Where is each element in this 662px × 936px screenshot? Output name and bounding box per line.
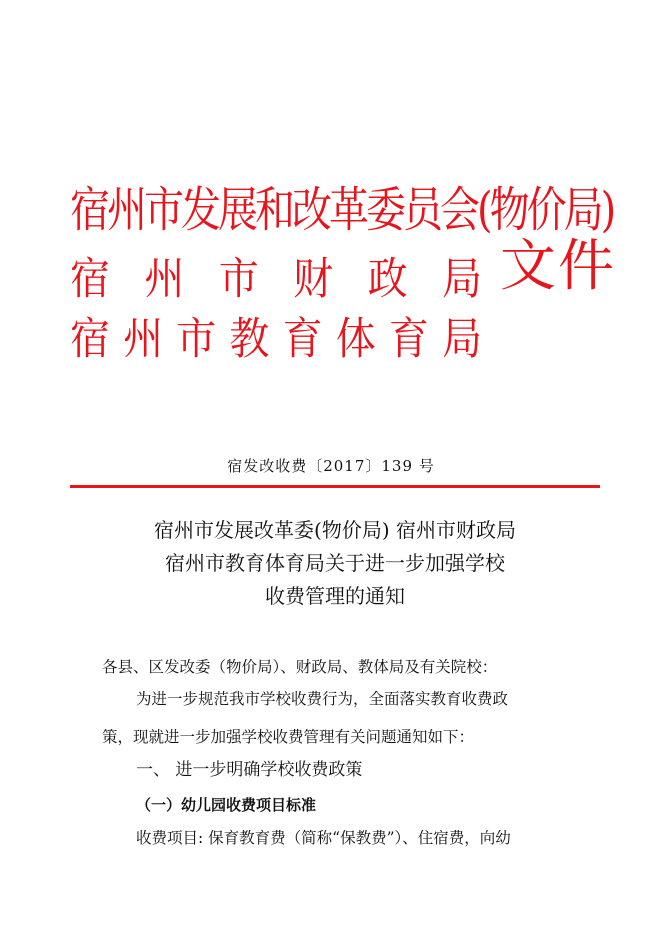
issuer-char: 宿 [70,313,110,365]
issuer-char: 市 [176,313,217,365]
title-line-2: 宿州市教育体育局关于进一步加强学校 [165,551,505,575]
issuer-char: 州 [123,313,164,365]
issuer-char: 财 [293,253,334,305]
intro-paragraph-line-1: 为进一步规范我市学校收费行为，全面落实教育收费政 [136,690,509,708]
red-divider-rule [70,485,600,488]
issuer-char: 州 [144,253,185,305]
addressee-line: 各县、区发改委（物价局）、财政局、教体局及有关院校： [102,658,498,676]
issuer-char: 局 [441,253,482,305]
title-line-3: 收费管理的通知 [265,584,405,608]
issuer-char: 育 [388,313,429,365]
issuer-char: 育 [282,313,323,365]
issuer-line-finance-bureau [70,244,482,307]
issuer-line-education-sports-bureau [70,304,482,367]
issuer-line-development-reform: 宿州市发展和改革委员会(物价局) [70,182,614,238]
section-heading-1: 一、 进一步明确学校收费政策 [136,760,363,780]
subsection-heading-1: （一）幼儿园收费项目标准 [136,796,317,814]
issuer-char: 市 [218,253,259,305]
document-title [70,514,600,613]
issuer-char: 局 [441,313,482,365]
document-number: 宿发改收费〔2017〕139 号 [227,457,435,475]
issuer-char: 宿 [70,253,110,305]
body-paragraph: 收费项目: 保育教育费（简称“保教费”）、住宿费，向幼 [136,829,511,847]
title-line-1: 宿州市发展改革委(物价局) 宿州市财政局 [154,518,516,542]
issuer-char: 体 [335,313,376,365]
document-type-label: 文件 [500,234,616,299]
issuer-char: 教 [229,313,270,365]
intro-paragraph-line-2: 策，现就进一步加强学校收费管理有关问题通知如下： [102,728,475,746]
issuer-char: 政 [367,253,408,305]
